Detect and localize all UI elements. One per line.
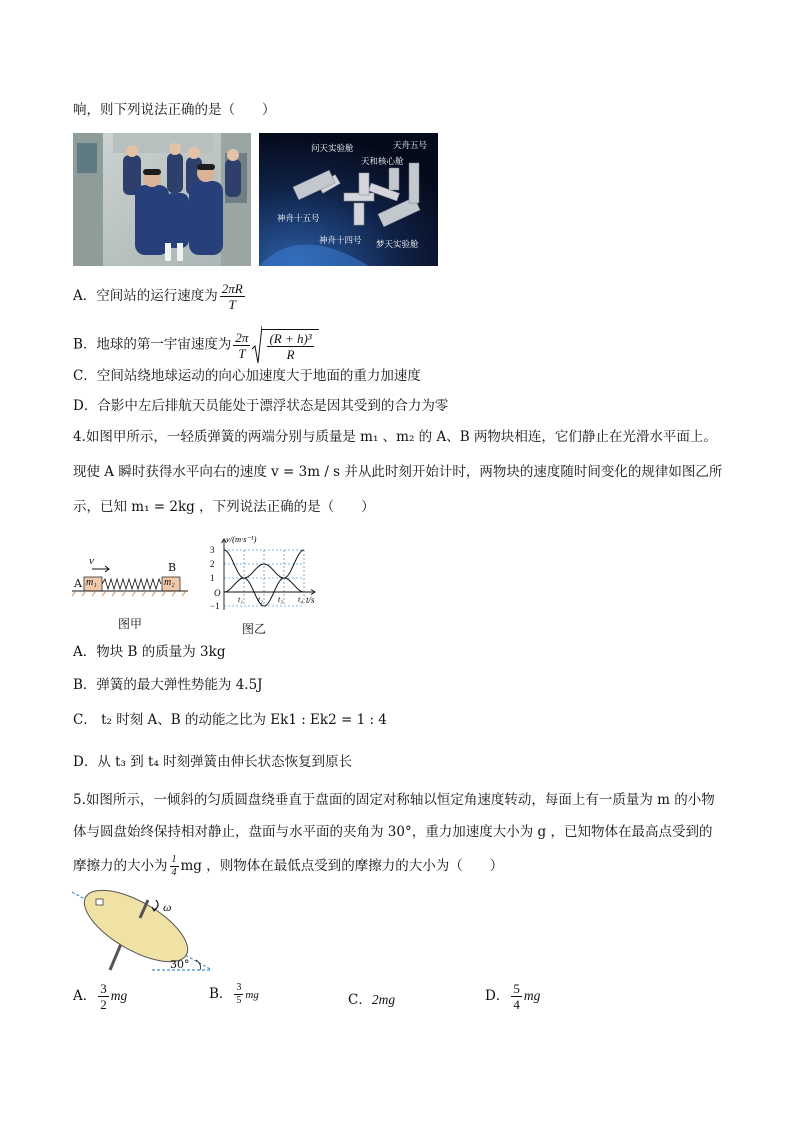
q3-option-b-text: B．地球的第一宇宙速度为: [73, 336, 232, 353]
jia-caption: 图甲: [118, 617, 143, 631]
q4-stem-line3: 示，已知 m₁ = 2kg ，下列说法正确的是（ ）: [73, 499, 375, 515]
q3-option-a: [73, 282, 247, 311]
q3-a-frac-num: 2πR: [221, 281, 243, 296]
x-tick-label: t₂: [258, 595, 264, 604]
q4-option-c: C． t₂ 时刻 A、B 的动能之比为 Ek1 : Ek2 = 1 : 4: [73, 712, 387, 728]
label-mengtian: 梦天实验舱: [376, 240, 419, 250]
q5-option-d: [485, 982, 540, 1011]
q5-a-num: 3: [100, 981, 107, 996]
q5-stem-line3: [73, 855, 503, 878]
x-tick-label: t₄: [298, 595, 304, 604]
jia-label-m2: m₂: [164, 577, 175, 588]
jia-label-a: A: [74, 577, 82, 590]
q5-line3-frac-den: 4: [171, 867, 177, 878]
figure-yi: [200, 532, 324, 638]
yi-caption: 图乙: [242, 622, 267, 636]
q3-b-frac-num: 2π: [235, 329, 249, 345]
label-tianhe: 天和核心舱: [361, 157, 404, 167]
q5-d-num: 5: [513, 981, 520, 996]
q5-d-label: D．: [485, 988, 510, 1004]
x-axis-label: t/s: [306, 595, 315, 605]
q5-option-b: [209, 982, 259, 1006]
omega-label: ω: [163, 900, 172, 914]
q3-b-rad-den: R: [286, 347, 295, 362]
q5-d-tail: mg: [523, 988, 541, 1003]
space-station-photo: [259, 133, 438, 266]
label-wentian: 问天实验舱: [311, 144, 354, 154]
q4-option-a: A．物块 B 的质量为 3kg: [73, 644, 226, 660]
q4-stem-line2: 现使 A 瞬时获得水平向右的速度 v = 3m / s 并从此时刻开始计时，两物块的速度随时间变化的规律如图乙所: [73, 464, 723, 480]
q3-option-a-text: A．空间站的运行速度为: [73, 288, 218, 304]
q3-option-d: D．合影中左后排航天员能处于漂浮状态是因其受到的合力为零: [73, 398, 449, 414]
q5-a-label: A．: [73, 988, 97, 1004]
y-tick-label: −1: [210, 601, 220, 611]
tilted-disk-figure: [66, 882, 216, 974]
q5-a-den: 2: [100, 997, 107, 1012]
q5-option-c: [348, 988, 395, 1008]
y-axis-label: v/(m·s⁻¹): [226, 534, 257, 544]
q5-a-tail: mg: [110, 988, 128, 1003]
q3-b-sqrt: [252, 325, 318, 365]
q5-b-label: B．: [209, 986, 233, 1002]
y-tick-label: 1: [210, 573, 215, 583]
q5-b-num: 3: [236, 982, 242, 993]
q3-a-frac-den: T: [228, 297, 236, 312]
tilted-disk-diagram: [66, 882, 216, 974]
q4-stem-line1: 4.如图甲所示，一轻质弹簧的两端分别与质量是 m₁ 、m₂ 的 A、B 两物块相连，它们静止在光滑水平面上。: [73, 429, 717, 445]
q5-line3-suffix: mg ，则物体在最低点受到的摩擦力的大小为（ ）: [180, 858, 504, 874]
q5-d-den: 4: [513, 997, 520, 1012]
q3-stem: 响，则下列说法正确的是（ ）: [73, 102, 276, 118]
x-tick-label: t₃: [278, 595, 284, 604]
q5-line3-frac-num: 1: [171, 854, 177, 865]
jia-label-b: B: [168, 561, 177, 574]
q4-option-b: B．弹簧的最大弹性势能为 4.5J: [73, 677, 263, 693]
q5-stem-line1: 5.如图所示，一倾斜的匀质圆盘绕垂直于盘面的固定对称轴以恒定角速度转动，每面上有一质量为 m 的小物: [73, 792, 715, 808]
jia-label-m1: m₁: [86, 577, 97, 588]
figure-jia: [72, 555, 190, 635]
label-tianzhou5: 天舟五号: [393, 141, 428, 151]
q5-b-den: 5: [236, 995, 242, 1006]
q5-c-value: 2mg: [371, 992, 396, 1007]
astronaut-group-photo: [73, 133, 251, 266]
origin-label: O: [214, 588, 221, 598]
q3-option-b: [73, 325, 319, 365]
label-shenzhou15: 神舟十五号: [277, 214, 320, 224]
q3-b-frac-den: T: [238, 345, 246, 361]
x-tick-label: t₁: [238, 595, 244, 604]
q5-line3-prefix: 摩擦力的大小为: [73, 858, 168, 874]
angle-label: 30°: [170, 958, 190, 971]
q3-option-c: C．空间站绕地球运动的向心加速度大于地面的重力加速度: [73, 368, 421, 384]
jia-label-v: v: [89, 555, 94, 567]
q3-b-rad-num: (R + h)³: [269, 331, 312, 346]
q5-option-a: [73, 982, 127, 1011]
label-shenzhou14: 神舟十四号: [319, 236, 362, 246]
y-tick-label: 2: [210, 559, 215, 569]
q5-c-label: C．: [348, 992, 372, 1008]
q4-option-d: D．从 t₃ 到 t₄ 时刻弹簧由伸长状态恢复到原长: [73, 754, 353, 770]
y-tick-label: 3: [210, 545, 215, 555]
q5-stem-line2: 体与圆盘始终保持相对静止，盘面与水平面的夹角为 30°，重力加速度大小为 g ，已知物体在最高点受到的: [73, 824, 713, 840]
q5-b-tail: mg: [245, 989, 259, 1001]
